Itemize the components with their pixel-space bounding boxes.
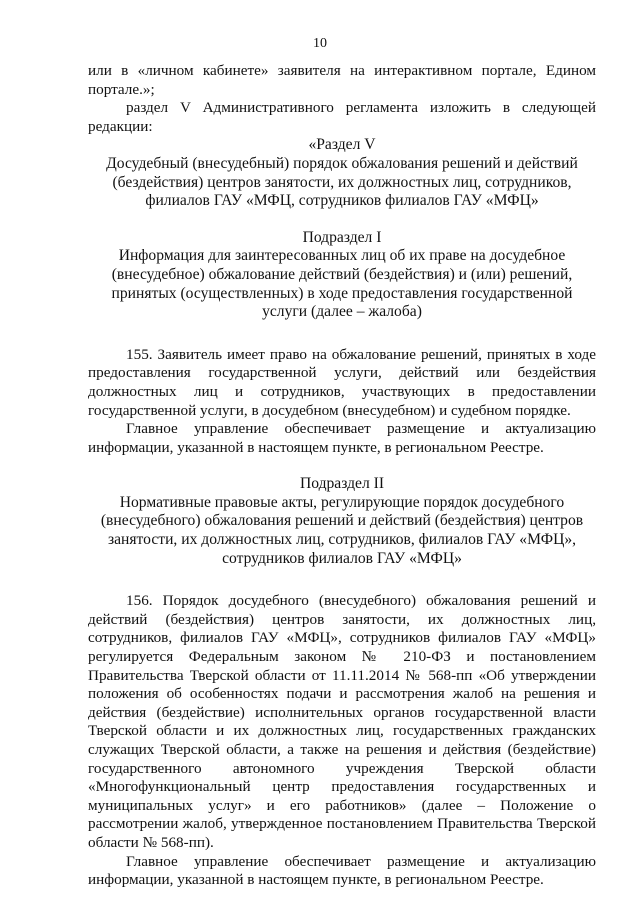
section-label: «Раздел V: [308, 136, 376, 154]
subsection-1-title: Информация для заинтересованных лиц об их праве на досудебное (внесудебное) обжалование действий (бездействия) и (или) решений, принятых (осуществленных) в ходе предоставления государственной услуги (далее – жалоба): [111, 247, 573, 321]
document-body: [88, 62, 596, 890]
paragraph-156: 156. Порядок досудебного (внесудебного) обжалования решений и действий (бездействия) центров занятости, их должностных лиц, сотрудников, филиалов ГАУ «МФЦ», сотрудников филиалов ГАУ «МФЦ» регулируется Федеральным законом № 210-ФЗ и постановлением Правительства Тверской области от 11.11.2014 № 568-пп «Об утверждении положения об особенностях подачи и рассмотрения жалоб на решения и действия (бездействие) исполнительных органов государственной власти Тверской области и их должностных лиц, государственных гражданских служащих Тверской области, а также на решения и действия (бездействие) государственного автономного учреждения Тверской области «Многофункциональный центр предоставления государственных и муниципальных услуг» и его работников» (далее – Положение о рассмотрении жалоб, утвержденное постановлением Правительства Тверской области № 568-пп).: [88, 592, 596, 851]
paragraph-156-note: Главное управление обеспечивает размещение и актуализацию информации, указанной в настоящем пункте, в региональном Реестре.: [88, 852, 596, 889]
subsection-2-title: Нормативные правовые акты, регулирующие порядок досудебного (внесудебного) обжалования решений и действий (бездействия) центров занятости, их должностных лиц, сотрудников, филиалов ГАУ «МФЦ», сотрудников филиалов ГАУ «МФЦ»: [100, 493, 584, 567]
paragraph-amendment-intro: раздел V Административного регламента изложить в следующей редакции:: [88, 99, 596, 135]
paragraph-continuation: или в «личном кабинете» заявителя на интерактивном портале, Едином портале.»;: [88, 62, 596, 98]
page-number: 10: [313, 36, 327, 51]
subsection-2-label: Подраздел II: [299, 475, 385, 493]
section-title: Досудебный (внесудебный) порядок обжалования решений и действий (бездействия) центров занятости, их должностных лиц, сотрудников, филиалов ГАУ «МФЦ, сотрудников филиалов ГАУ «МФЦ»: [106, 154, 578, 210]
paragraph-155: 155. Заявитель имеет право на обжалование решений, принятых в ходе предоставления государственной услуги, действий или бездействия должностных лиц и сотрудников, участвующих в предоставлении государственной услуги, в досудебном (внесудебном) и судебном порядке.: [88, 345, 596, 419]
subsection-1-label: Подраздел I: [302, 228, 382, 246]
paragraph-155-note: Главное управление обеспечивает размещение и актуализацию информации, указанной в настоящем пункте, в региональном Реестре.: [88, 420, 596, 456]
